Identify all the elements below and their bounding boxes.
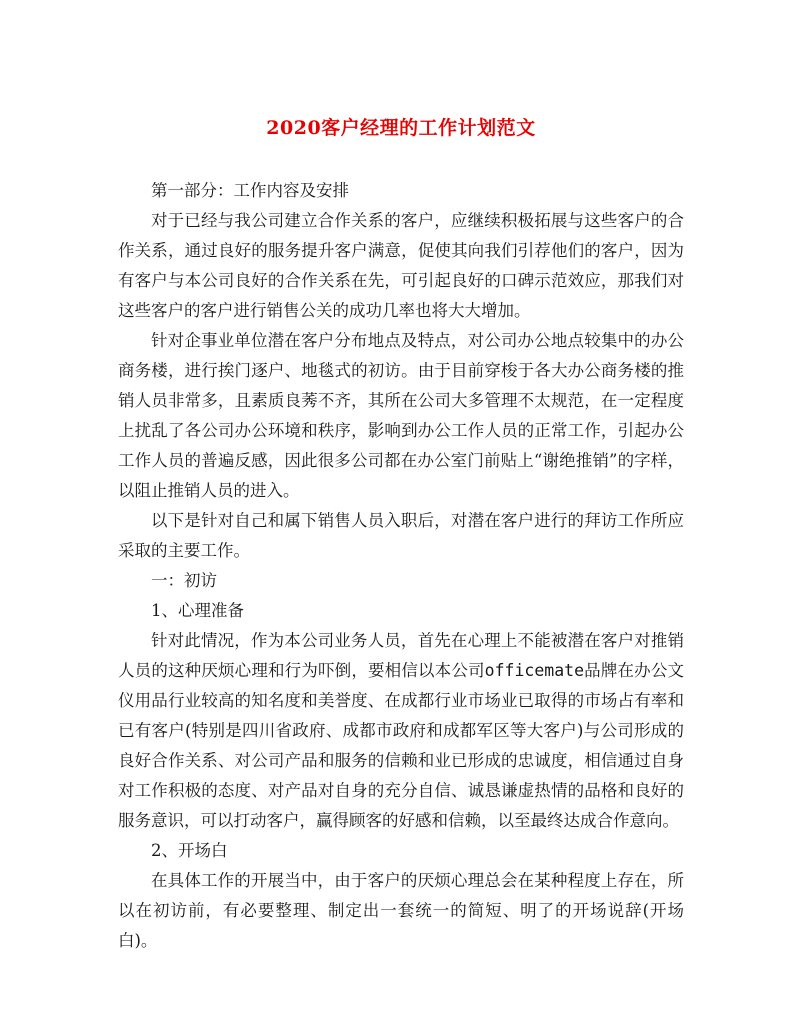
paragraph: 在具体工作的开展当中，由于客户的厌烦心理总会在某种程度上存在，所以在初访前，有必要整理、制定出一套统一的简短、明了的开场说辞(开场白)。 bbox=[118, 871, 684, 950]
document-title: 2020客户经理的工作计划范文 bbox=[266, 117, 536, 139]
paragraph-text: 品牌在办公文仪用品行业较高的知名度和美誉度、在成都行业市场业已取得的市场占有率和已有客户(特别是四川省政府、成都市政府和成都军区等大客户)与公司形成的良好合作关系、对公司产品和服务的信赖和业已形成的忠诚度，相信通过自身对工作积极的态度、对产品对自身的充分自信、诚恳谦虚热情的品格和良好的服务意识，可以打动客户，赢得顾客的好感和信赖，以至最终达成合作意向。 bbox=[118, 661, 685, 830]
paragraph: 对于已经与我公司建立合作关系的客户，应继续积极拓展与这些客户的合作关系，通过良好的服务提升客户满意，促使其向我们引荐他们的客户，因为有客户与本公司良好的合作关系在先，可引起良好的口碑示范效应，那我们对这些客户的客户进行销售公关的成功几率也将大大增加。 bbox=[118, 211, 684, 320]
paragraph bbox=[118, 626, 684, 836]
subsection-heading: 一：初访 bbox=[151, 571, 217, 590]
subsection-heading: 1、心理准备 bbox=[151, 601, 244, 620]
paragraph-text: 针对此情况，作为本公司业务人员，首先在心理上不能被潜在客户对推销人员的这种厌烦心理和行为吓倒，要相信以本公司 bbox=[118, 631, 684, 680]
paragraph: 以下是针对自己和属下销售人员入职后，对潜在客户进行的拜访工作所应采取的主要工作。 bbox=[118, 511, 684, 560]
subsection-heading: 2、开场白 bbox=[151, 841, 228, 860]
document-body bbox=[118, 176, 684, 956]
paragraph: 针对企事业单位潜在客户分布地点及特点，对公司办公地点较集中的办公商务楼，进行挨门逐户、地毯式的初访。由于目前穿梭于各大办公商务楼的推销人员非常多，且素质良莠不齐，其所在公司大多管理不太规范，在一定程度上扰乱了各公司办公环境和秩序，影响到办公工作人员的正常工作，引起办公工作人员的普遍反感，因此很多公司都在办公室门前贴上“谢绝推销”的字样，以阻止推销人员的进入。 bbox=[118, 331, 684, 500]
brand-name: officemate bbox=[484, 661, 585, 680]
section-heading: 第一部分：工作内容及安排 bbox=[151, 181, 349, 200]
